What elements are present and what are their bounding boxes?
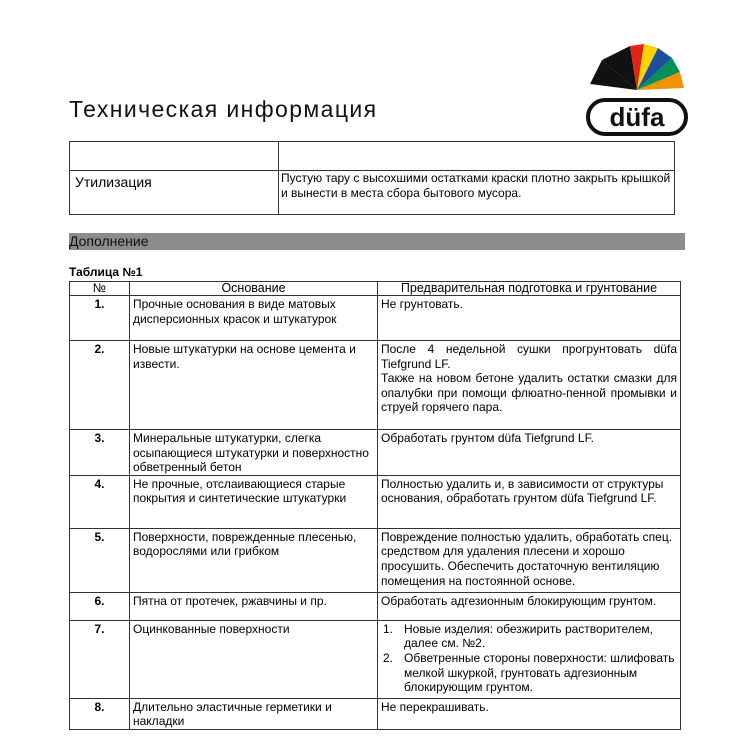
- logo-fan-icon: [590, 44, 684, 90]
- row-prep: Обработать грунтом düfa Tiefgrund LF.: [378, 430, 681, 476]
- dufa-logo: [582, 38, 692, 138]
- row-num: 3.: [70, 430, 130, 476]
- row-prep: Повреждение полностью удалить, обработать спец. средством для удаления плесени и хорошо просушить. Обеспечить достаточную вентиляцию помещения на постоянной основе.: [378, 528, 681, 592]
- section-bar: [69, 233, 685, 250]
- row-num: 1.: [70, 296, 130, 341]
- row-num: 2.: [70, 341, 130, 430]
- table-header-row: [70, 282, 681, 296]
- row-prep: [378, 620, 681, 698]
- header-base: Основание: [130, 282, 378, 296]
- section-title: Дополнение: [69, 233, 149, 249]
- row-base: Минеральные штукатурки, слегка осыпающиеся штукатурки и поверхностно обветренный бетон: [130, 430, 378, 476]
- row-prep: [378, 341, 681, 430]
- table-row: [70, 475, 681, 528]
- row-num: 5.: [70, 528, 130, 592]
- row-num: 4.: [70, 475, 130, 528]
- table-row: [70, 528, 681, 592]
- row-prep: Не перекрашивать.: [378, 698, 681, 729]
- table-row: [70, 698, 681, 729]
- row-num: 8.: [70, 698, 130, 729]
- table-row: [70, 430, 681, 476]
- row-base: Не прочные, отслаивающиеся старые покрытия и синтетические штукатурки: [130, 475, 378, 528]
- row-base: Оцинкованные поверхности: [130, 620, 378, 698]
- row-base: Прочные основания в виде матовых дисперсионных красок и штукатурок: [130, 296, 378, 341]
- page-title: Техническая информация: [69, 96, 378, 122]
- table-caption: Таблица №1: [69, 265, 143, 279]
- row-prep: Не грунтовать.: [378, 296, 681, 341]
- row-prep: Полностью удалить и, в зависимости от структуры основания, обработать грунтом düfa Tiefgrund LF.: [378, 475, 681, 528]
- table-row: [70, 592, 681, 620]
- row-base: Новые штукатурки на основе цемента и извести.: [130, 341, 378, 430]
- table-row: [70, 341, 681, 430]
- table-row: [70, 620, 681, 698]
- disposal-table: [69, 141, 675, 215]
- row-base: Поверхности, поврежденные плесенью, водорослями или грибком: [130, 528, 378, 592]
- header-prep: Предварительная подготовка и грунтование: [378, 282, 681, 296]
- row-base: Длительно эластичные герметики и накладки: [130, 698, 378, 729]
- row-prep-line2: Также на новом бетоне удалить остатки смазки для опалубки при помощи флюатно-пенной промывки и струей горячего пара.: [381, 371, 677, 415]
- logo-text: düfa: [609, 102, 665, 132]
- header-num: №: [70, 282, 130, 296]
- row-prep: Обработать адгезионным блокирующим грунтом.: [378, 592, 681, 620]
- row-base: Пятна от протечек, ржавчины и пр.: [130, 592, 378, 620]
- row-prep-line1: После 4 недельной сушки прогрунтовать düfa Tiefgrund LF.: [381, 342, 677, 371]
- row-num: 6.: [70, 592, 130, 620]
- preparation-table: [69, 281, 681, 730]
- numbered-list: [381, 622, 677, 695]
- disposal-label: Утилизация: [75, 174, 152, 190]
- list-item: 2. Обветренные стороны поверхности: шлифовать мелкой шкуркой, грунтовать адгезионным блокирующим грунтом.: [383, 650, 675, 695]
- table-row: [70, 296, 681, 341]
- row-num: 7.: [70, 620, 130, 698]
- list-item: 1. Новые изделия: обезжирить растворителем, далее см. №2.: [383, 621, 653, 651]
- disposal-text: Пустую тару с высохшими остатками краски плотно закрыть крышкой и вынести в места сбора бытового мусора.: [281, 171, 671, 200]
